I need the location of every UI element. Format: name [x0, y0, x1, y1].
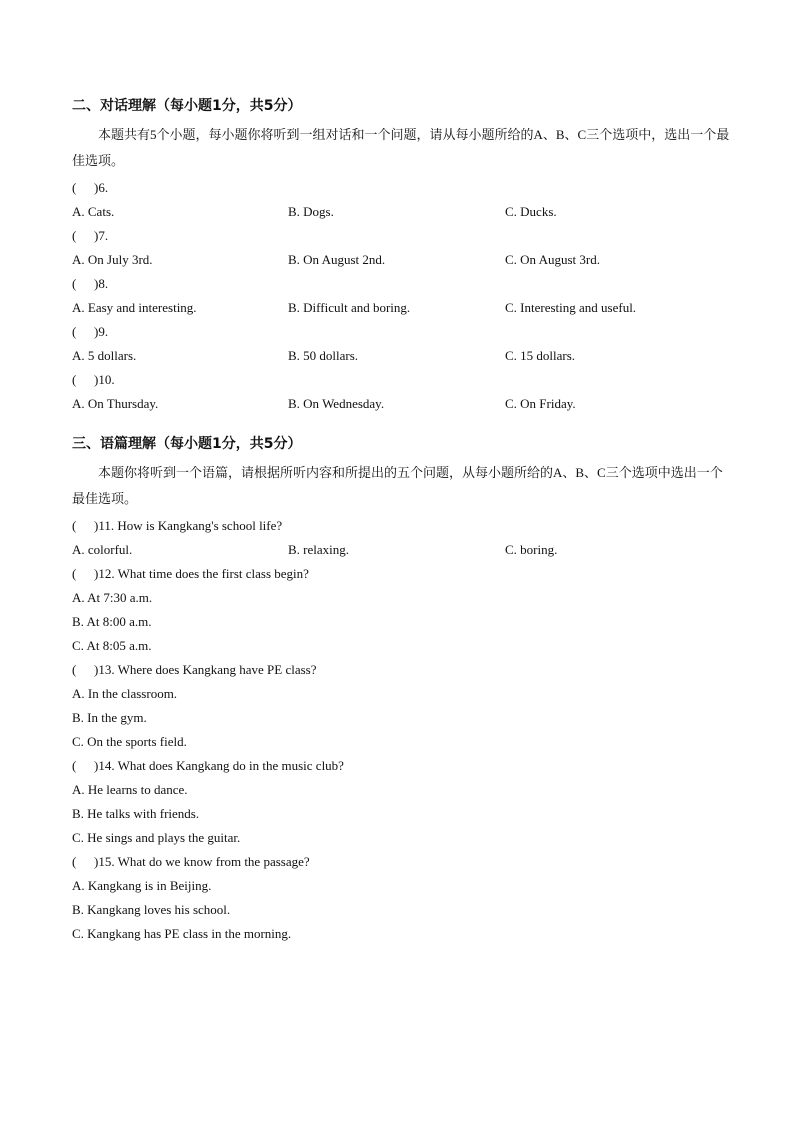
answer-blank[interactable]: (	[72, 566, 77, 581]
question-6	[72, 176, 732, 224]
question-10	[72, 368, 732, 416]
option-b: B. 50 dollars.	[288, 348, 359, 363]
question-14	[72, 754, 732, 850]
question-number: )8.	[94, 276, 109, 291]
question-13	[72, 658, 732, 754]
option-a: A. Easy and interesting.	[72, 300, 197, 315]
section-3-instruction: 本题你将听到一个语篇，请根据所听内容和所提出的五个问题，从每小题所给的A、B、C三个选项中选出一个最佳选项。	[72, 465, 723, 506]
option-b: B. On August 2nd.	[288, 252, 386, 267]
section-gap	[72, 416, 732, 432]
answer-blank[interactable]: (	[72, 276, 77, 291]
question-number: )7.	[94, 228, 109, 243]
option-c: C. Interesting and useful.	[505, 300, 637, 315]
answer-blank[interactable]: (	[72, 228, 77, 243]
answer-blank[interactable]: (	[72, 324, 77, 339]
question-11	[72, 514, 732, 562]
answer-blank[interactable]: (	[72, 518, 77, 533]
answer-blank[interactable]: (	[72, 180, 77, 195]
option-c: C. 15 dollars.	[505, 348, 576, 363]
option-c: C. boring.	[505, 542, 558, 557]
answer-blank[interactable]: (	[72, 372, 77, 387]
question-number: )10.	[94, 372, 115, 387]
option-b: B. He talks with friends.	[72, 806, 200, 821]
answer-blank[interactable]: (	[72, 758, 77, 773]
question-text: )12. What time does the first class begin?	[94, 566, 309, 581]
option-a: A. At 7:30 a.m.	[72, 590, 153, 605]
question-15	[72, 850, 732, 946]
question-text: )14. What does Kangkang do in the music club?	[94, 758, 344, 773]
option-c: C. On the sports field.	[72, 734, 187, 749]
question-number: )6.	[94, 180, 109, 195]
answer-blank[interactable]: (	[72, 662, 77, 677]
question-9	[72, 320, 732, 368]
option-b: B. On Wednesday.	[288, 396, 385, 411]
option-b: B. Dogs.	[288, 204, 334, 219]
section-3-title: 三、语篇理解（每小题1分，共5分）	[72, 436, 302, 452]
option-c: C. Ducks.	[505, 204, 557, 219]
exam-page	[72, 94, 732, 946]
option-c: C. At 8:05 a.m.	[72, 638, 152, 653]
option-a: A. Kangkang is in Beijing.	[72, 878, 212, 893]
option-a: A. colorful.	[72, 542, 133, 557]
option-b: B. At 8:00 a.m.	[72, 614, 152, 629]
option-a: A. On Thursday.	[72, 396, 159, 411]
question-8	[72, 272, 732, 320]
question-text: )11. How is Kangkang's school life?	[94, 518, 283, 533]
option-b: B. relaxing.	[288, 542, 350, 557]
answer-blank[interactable]: (	[72, 854, 77, 869]
question-text: )13. Where does Kangkang have PE class?	[94, 662, 317, 677]
option-b: B. In the gym.	[72, 710, 147, 725]
section-2-title: 二、对话理解（每小题1分，共5分）	[72, 98, 302, 114]
option-a: A. Cats.	[72, 204, 115, 219]
section-2-instruction: 本题共有5个小题，每小题你将听到一组对话和一个问题，请从每小题所给的A、B、C三个选项中，选出一个最佳选项。	[72, 127, 730, 168]
option-c: C. He sings and plays the guitar.	[72, 830, 241, 845]
question-number: )9.	[94, 324, 109, 339]
question-text: )15. What do we know from the passage?	[94, 854, 310, 869]
option-a: A. In the classroom.	[72, 686, 178, 701]
option-c: C. Kangkang has PE class in the morning.	[72, 926, 292, 941]
option-c: C. On August 3rd.	[505, 252, 600, 267]
question-7	[72, 224, 732, 272]
option-a: A. On July 3rd.	[72, 252, 153, 267]
option-a: A. He learns to dance.	[72, 782, 188, 797]
option-b: B. Difficult and boring.	[288, 300, 411, 315]
option-c: C. On Friday.	[505, 396, 576, 411]
question-12	[72, 562, 732, 658]
option-a: A. 5 dollars.	[72, 348, 137, 363]
option-b: B. Kangkang loves his school.	[72, 902, 231, 917]
